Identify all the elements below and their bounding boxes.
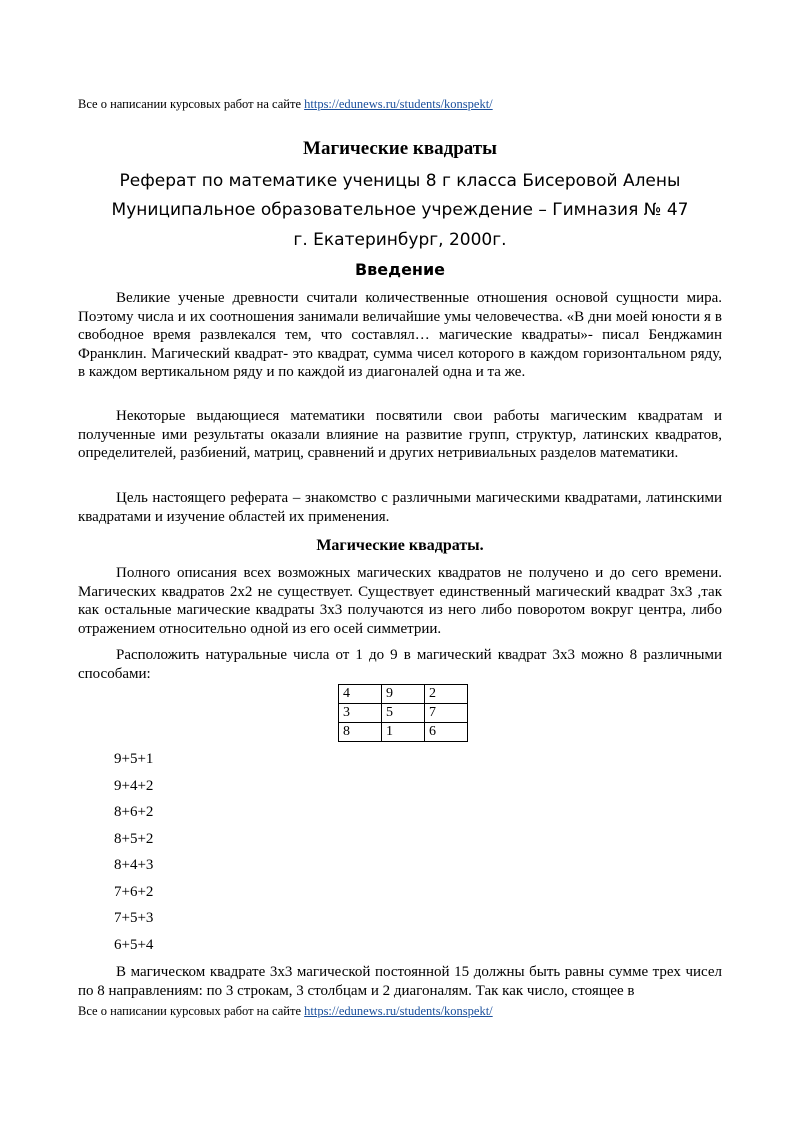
section-heading-intro: Введение <box>354 260 446 279</box>
table-cell: 7 <box>425 704 468 723</box>
paragraph: Цель настоящего реферата – знакомство с различными магическими квадратами, латинскими квадратами и изучение областей их применения. <box>78 490 722 525</box>
table-cell: 3 <box>339 704 382 723</box>
table-cell: 4 <box>339 685 382 704</box>
section-heading-magic-squares: Магические квадраты. <box>316 537 484 554</box>
page-header <box>78 97 493 111</box>
table-cell: 9 <box>382 685 425 704</box>
page-footer <box>78 1004 493 1018</box>
sum-line: 8+5+2 <box>114 831 154 847</box>
paragraph: В магическом квадрате 3х3 магической постоянной 15 должны быть равны сумме трех чисел по 8 направлениям: по 3 строкам, 3 столбцам и 2 диагоналям. Так как число, стоящее в <box>78 964 722 999</box>
sum-line: 7+6+2 <box>114 884 154 900</box>
sum-line: 9+4+2 <box>114 778 154 794</box>
table-row <box>339 723 468 742</box>
header-link[interactable]: https://edunews.ru/students/konspekt/ <box>304 97 493 111</box>
table-cell: 8 <box>339 723 382 742</box>
paragraph: Расположить натуральные числа от 1 до 9 в магический квадрат 3х3 можно 8 различными способами: <box>78 647 722 682</box>
table-cell: 5 <box>382 704 425 723</box>
sum-line: 7+5+3 <box>114 910 154 926</box>
sum-line: 8+6+2 <box>114 804 154 820</box>
table-cell: 6 <box>425 723 468 742</box>
document-subtitle-author: Реферат по математике ученицы 8 г класса Бисеровой Алены <box>119 171 681 191</box>
table-row <box>339 704 468 723</box>
sum-line: 9+5+1 <box>114 751 154 767</box>
paragraph: Великие ученые древности считали количественные отношения основой сущности мира. Поэтому числа и их соотношения занимали величайшие умы человечества. «В дни моей юности я в свободное время развлекался тем, что составлял… магические квадраты»- писал Бенджамин Франклин. Магический квадрат- это квадрат, сумма чисел которого в каждом горизонтальном ряду, в каждом вертикальном ряду и по каждой из диагоналей одна и та же. <box>78 290 722 381</box>
magic-square-table <box>338 684 468 742</box>
table-row <box>339 685 468 704</box>
table-cell: 1 <box>382 723 425 742</box>
footer-link[interactable]: https://edunews.ru/students/konspekt/ <box>304 1004 493 1018</box>
sum-line: 8+4+3 <box>114 857 154 873</box>
paragraph: Некоторые выдающиеся математики посвятили свои работы магическим квадратам и полученные ими результаты оказали влияние на развитие групп, структур, латинских квадратов, определителей, разбиений, матриц, сравнений и других нетривиальных разделов математики. <box>78 408 722 462</box>
document-subtitle-school: Муниципальное образовательное учреждение – Гимназия № 47 <box>111 200 689 220</box>
document-subtitle-place-year: г. Екатеринбург, 2000г. <box>293 230 507 250</box>
table-cell: 2 <box>425 685 468 704</box>
header-text: Все о написании курсовых работ на сайте <box>78 97 305 111</box>
document-title: Магические квадраты <box>303 138 497 159</box>
sum-line: 6+5+4 <box>114 937 154 953</box>
paragraph: Полного описания всех возможных магических квадратов не получено и до сего времени. Магических квадратов 2х2 не существует. Существует единственный магический квадрат 3х3 ,так как остальные магические квадраты 3х3 получаются из него либо поворотом вокруг центра, либо отражением относительно одной из его осей симметрии. <box>78 565 722 637</box>
footer-text: Все о написании курсовых работ на сайте <box>78 1004 305 1018</box>
